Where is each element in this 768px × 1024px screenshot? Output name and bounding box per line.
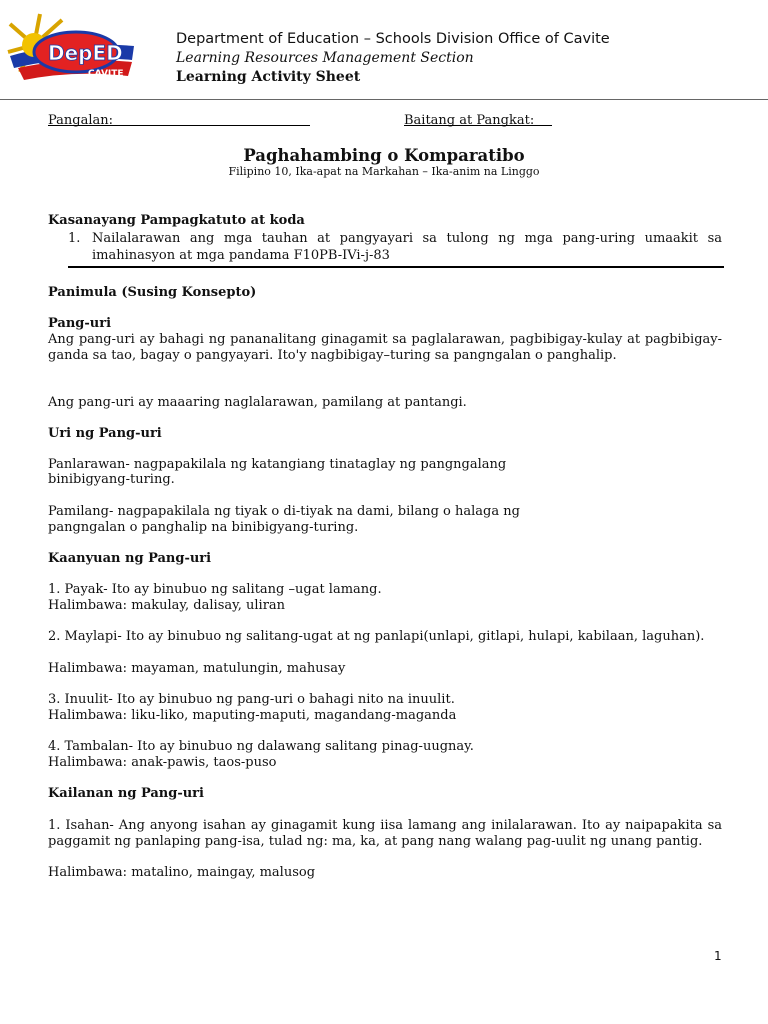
name-field[interactable] [48, 113, 310, 126]
document-header [176, 30, 610, 87]
logo-text: DepED [48, 41, 123, 65]
lesson-title: Paghahambing o Komparatibo [243, 146, 525, 165]
kailanan-example-isahan: Halimbawa: matalino, maingay, malusog [48, 865, 316, 880]
kaanyuan-example-maylapi: Halimbawa: mayaman, matulungin, mahusay [48, 661, 346, 676]
panguri-definition: Ang pang-uri ay bahagi ng pananalitang ginagamit sa paglalarawan, pagbibigay-kulay at pagbibigay-ganda sa tao, bagay o pangyayari. Ito'y nagbibigay–turing sa pangngalan o panghalip. [48, 332, 722, 363]
grade-section-label: Baitang at Pangkat: [404, 113, 535, 128]
lesson-subtitle: Filipino 10, Ika-apat na Markahan – Ika-anim na Linggo [228, 165, 540, 178]
kaanyuan-item-inuulit: 3. Inuulit- Ito ay binubuo ng pang-uri o bahagi nito na inuulit. [48, 692, 455, 707]
panguri-types-note: Ang pang-uri ay maaaring naglalarawan, pamilang at pantangi. [48, 395, 467, 410]
competency-underline [68, 266, 724, 268]
competency-item [48, 230, 722, 264]
page-number: 1 [714, 949, 722, 963]
kaanyuan-item-maylapi: 2. Maylapi- Ito ay binubuo ng salitang-ugat at ng panlapi(unlapi, gitlapi, hulapi, kabilaan, laguhan). [48, 629, 705, 644]
intro-heading: Panimula (Susing Konsepto) [48, 285, 257, 300]
kaanyuan-example-payak: Halimbawa: makulay, dalisay, uliran [48, 598, 286, 613]
deped-cavite-logo [4, 10, 164, 90]
panlarawan-line-2: binibigyang-turing. [48, 472, 175, 487]
panguri-heading: Pang-uri [48, 316, 112, 331]
competency-text: Nailalarawan ang mga tauhan at pangyayari sa tulong ng mga pang-uring umaakit sa imahinasyon at mga pandama F10PB-IVi-j-83 [92, 231, 722, 263]
kailanan-item-isahan: 1. Isahan- Ang anyong isahan ay ginagamit kung iisa lamang ang inilalarawan. Ito ay naipapakita sa paggamit ng panlaping pang-isa, tulad ng: ma, ka, at pang nang walang pag-uulit ng unang pantig. [48, 818, 722, 849]
kaanyuan-item-tambalan: 4. Tambalan- Ito ay binubuo ng dalawang salitang pinag-uugnay. [48, 739, 474, 754]
kaanyuan-example-tambalan: Halimbawa: anak-pawis, taos-puso [48, 755, 277, 770]
competency-number: 1. [68, 231, 81, 246]
header-department: Department of Education – Schools Division Office of Cavite [176, 31, 610, 47]
competency-heading: Kasanayang Pampagkatuto at koda [48, 213, 305, 228]
header-divider [0, 99, 768, 100]
logo-subtext: CAVITE [88, 69, 124, 79]
pamilang-line-1: Pamilang- nagpapakilala ng tiyak o di-tiyak na dami, bilang o halaga ng [48, 504, 520, 519]
panlarawan-line-1: Panlarawan- nagpapakilala ng katangiang tinataglay ng pangngalang [48, 457, 507, 472]
grade-section-field[interactable] [404, 113, 552, 126]
kailanan-heading: Kailanan ng Pang-uri [48, 786, 204, 801]
uri-heading: Uri ng Pang-uri [48, 426, 162, 441]
name-label: Pangalan: [48, 113, 114, 128]
kaanyuan-heading: Kaanyuan ng Pang-uri [48, 551, 212, 566]
header-section: Learning Resources Management Section [176, 50, 474, 66]
header-sheet-type: Learning Activity Sheet [176, 69, 361, 85]
kaanyuan-item-payak: 1. Payak- Ito ay binubuo ng salitang –ugat lamang. [48, 582, 382, 597]
kaanyuan-example-inuulit: Halimbawa: liku-liko, maputing-maputi, magandang-maganda [48, 708, 457, 723]
pamilang-line-2: pangngalan o panghalip na binibigyang-turing. [48, 520, 359, 535]
